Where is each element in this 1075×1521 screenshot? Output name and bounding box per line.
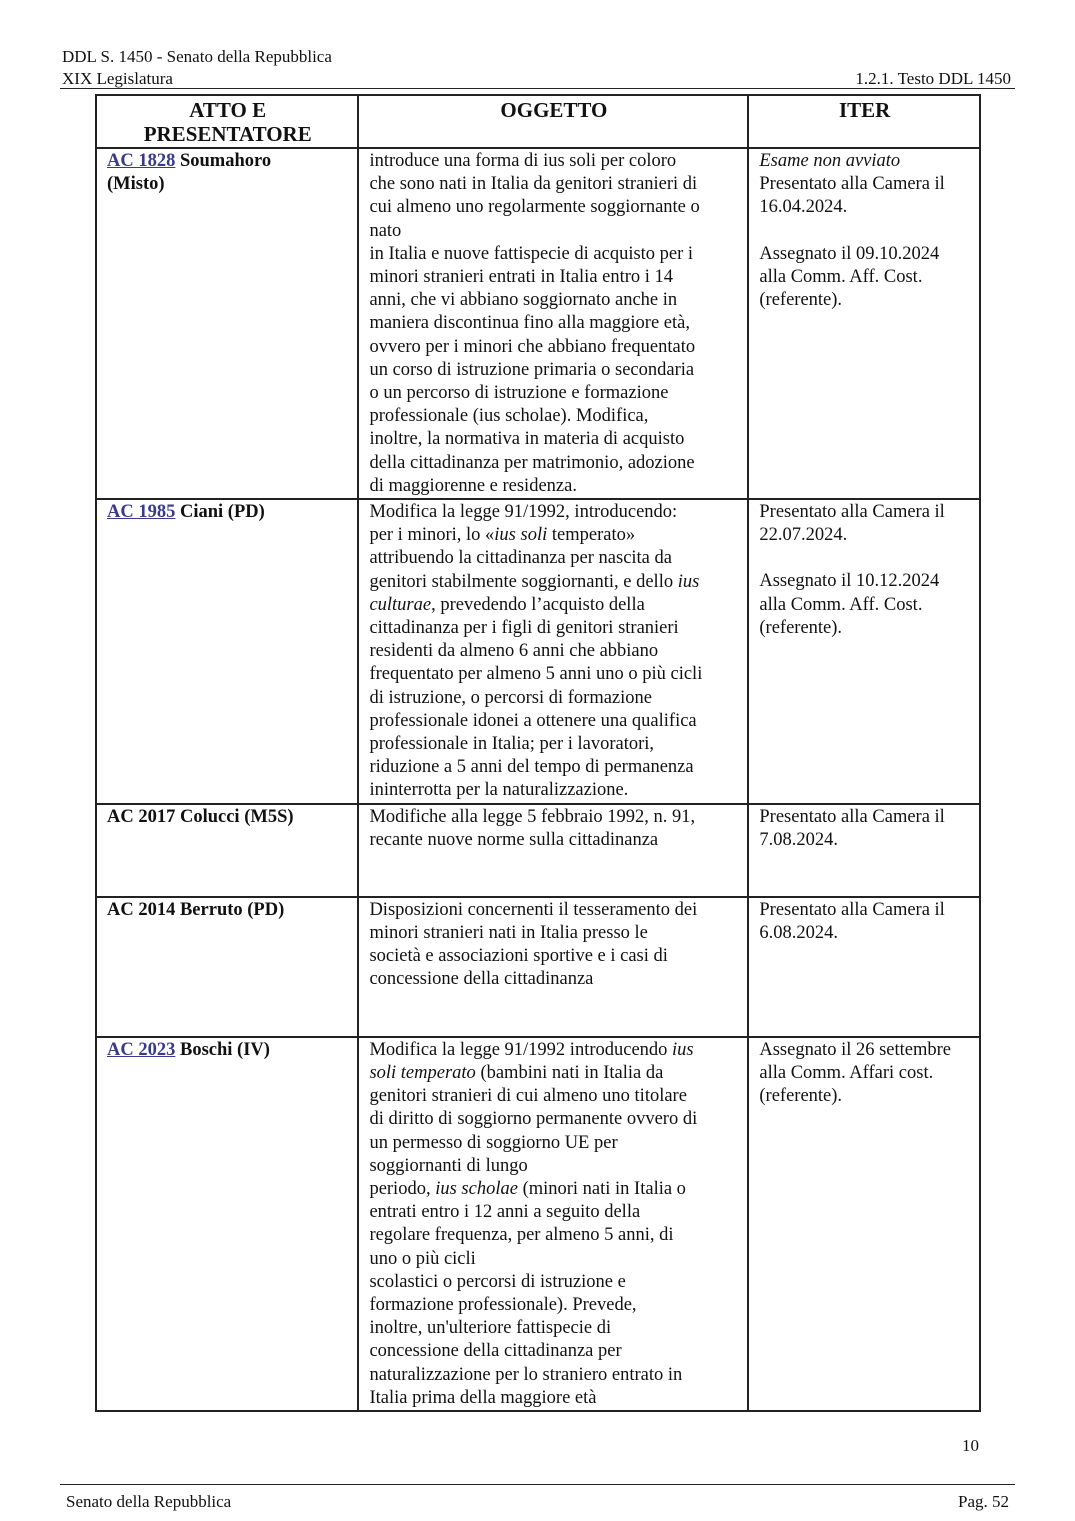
presenter: Boschi (IV) <box>175 1039 270 1060</box>
text-line: professionale in Italia; per i lavoratori, <box>369 734 655 755</box>
spacer <box>759 547 970 570</box>
iter-cell <box>748 499 980 804</box>
bills-table <box>95 94 981 1412</box>
iter-line: alla Comm. Aff. Cost. <box>759 594 923 615</box>
text-line: in Italia e nuove fattispecie di acquisto per i <box>369 243 694 264</box>
text-line: Modifiche alla legge 5 febbraio 1992, n. 91, <box>369 806 696 827</box>
text-line: Italia prima della maggiore età <box>369 1387 597 1408</box>
page-header-left <box>62 46 332 90</box>
text-line: concessione della cittadinanza per <box>369 1341 622 1362</box>
text-line: ovvero per i minori che abbiano frequentato <box>369 336 696 357</box>
iter-line: alla Comm. Affari cost. <box>759 1062 934 1083</box>
oggetto-cell <box>358 148 748 499</box>
text-line: concessione della cittadinanza <box>369 969 594 990</box>
iter-line: (referente). <box>759 1086 843 1107</box>
text-line: di istruzione, o percorsi di formazione <box>369 687 652 708</box>
text-line: della cittadinanza per matrimonio, adozione <box>369 452 695 473</box>
iter-line: 7.08.2024. <box>759 829 838 850</box>
table-row <box>96 804 980 897</box>
text-line: residenti da almeno 6 anni che abbiano <box>369 641 659 662</box>
iter-cell <box>748 804 980 897</box>
iter-line: 22.07.2024. <box>759 525 848 546</box>
oggetto-cell <box>358 1037 748 1411</box>
atto-cell <box>96 1037 358 1411</box>
text-line: anni, che vi abbiano soggiornato anche in <box>369 290 678 311</box>
text-line: di maggiorenne e residenza. <box>369 475 577 496</box>
text-line: Modifica la legge 91/1992 introducendo ius <box>369 1039 694 1060</box>
text-line: introduce una forma di ius soli per coloro <box>369 151 677 171</box>
iter-line: Presentato alla Camera il <box>759 502 945 523</box>
atto-cell <box>96 499 358 804</box>
header-iter: ITER <box>748 95 980 148</box>
header-atto <box>96 95 358 148</box>
party: (Misto) <box>107 174 165 195</box>
header-atto-line2: PRESENTATORE <box>143 122 312 146</box>
text-line: nato <box>369 220 402 241</box>
text-line: regolare frequenza, per almeno 5 anni, di <box>369 1225 674 1246</box>
spacer <box>759 220 970 243</box>
oggetto-cell <box>358 499 748 804</box>
iter-line: (referente). <box>759 290 843 311</box>
text-line: maniera discontinua fino alla maggiore età, <box>369 313 690 334</box>
atto-cell <box>96 148 358 499</box>
text-line: un corso di istruzione primaria o secondaria <box>369 359 695 380</box>
text-line: entrati entro i 12 anni a seguito della <box>369 1202 641 1223</box>
iter-line: alla Comm. Aff. Cost. <box>759 266 923 287</box>
section-title: 1.2.1. Testo DDL 1450 <box>855 69 1011 88</box>
text-line: genitori stranieri di cui almeno uno titolare <box>369 1086 687 1107</box>
iter-cell <box>748 897 980 1037</box>
text-line: minori stranieri entrati in Italia entro i 14 <box>369 267 674 288</box>
text-line: scolastici o percorsi di istruzione e <box>369 1271 626 1292</box>
text-line: professionale (ius scholae). Modifica, <box>369 406 649 427</box>
table-row <box>96 1037 980 1411</box>
text-line: professionale idonei a ottenere una qualifica <box>369 710 697 731</box>
header-divider <box>60 88 1015 89</box>
header-atto-line1: ATTO E <box>189 98 267 122</box>
iter-line: Assegnato il 26 settembre <box>759 1039 952 1060</box>
text-line: inoltre, la normativa in materia di acquisto <box>369 429 685 450</box>
legislature: XIX Legislatura <box>62 69 173 88</box>
presenter: Soumahoro <box>175 151 272 171</box>
oggetto-cell <box>358 804 748 897</box>
text-line: di diritto di soggiorno permanente ovvero di <box>369 1109 698 1130</box>
bill-link[interactable]: AC 2023 <box>107 1039 176 1060</box>
text-line: cui almeno uno regolarmente soggiornante o <box>369 197 700 218</box>
iter-line: (referente). <box>759 617 843 638</box>
text-line: che sono nati in Italia da genitori stranieri di <box>369 174 698 195</box>
text-line: per i minori, lo «ius soli temperato» <box>369 525 636 546</box>
iter-line: Presentato alla Camera il <box>759 806 945 827</box>
footer-left: Senato della Repubblica <box>66 1492 232 1511</box>
text-line: un permesso di soggiorno UE per <box>369 1132 618 1153</box>
text-line: Modifica la legge 91/1992, introducendo: <box>369 502 678 523</box>
text-line: frequentato per almeno 5 anni uno o più cicli <box>369 664 703 685</box>
text-line: attribuendo la cittadinanza per nascita da <box>369 548 672 569</box>
text-line: soli temperato (bambini nati in Italia da <box>369 1062 664 1083</box>
iter-line: 6.08.2024. <box>759 922 838 943</box>
text-line: uno o più cicli <box>369 1248 476 1269</box>
iter-line: Presentato alla Camera il <box>759 899 945 920</box>
text-line: naturalizzazione per lo straniero entrato in <box>369 1364 683 1385</box>
text-line: culturae, prevedendo l’acquisto della <box>369 594 645 615</box>
footer-divider <box>60 1484 1015 1485</box>
bill-link[interactable]: AC 1985 <box>107 502 176 523</box>
header-oggetto: OGGETTO <box>358 95 748 148</box>
text-line: inoltre, un'ulteriore fattispecie di <box>369 1318 612 1339</box>
iter-cell <box>748 148 980 499</box>
text-line: cittadinanza per i figli di genitori stranieri <box>369 618 679 639</box>
iter-line: 16.04.2024. <box>759 197 848 218</box>
table-row <box>96 148 980 499</box>
text-line: riduzione a 5 anni del tempo di permanenza <box>369 757 694 778</box>
text-line: formazione professionale). Prevede, <box>369 1294 637 1315</box>
atto-cell: AC 2014 Berruto (PD) <box>96 897 358 1037</box>
iter-status: Esame non avviato <box>759 151 901 171</box>
atto-cell: AC 2017 Colucci (M5S) <box>96 804 358 897</box>
text-line: periodo, ius scholae (minori nati in Italia o <box>369 1178 686 1199</box>
table-header-row <box>96 95 980 148</box>
bill-link[interactable]: AC 1828 <box>107 151 176 171</box>
iter-line: Presentato alla Camera il <box>759 174 945 195</box>
iter-cell <box>748 1037 980 1411</box>
table-row <box>96 499 980 804</box>
text-line: soggiornanti di lungo <box>369 1155 528 1176</box>
text-line: Disposizioni concernenti il tesseramento dei <box>369 899 698 920</box>
text-line: o un percorso di istruzione e formazione <box>369 383 669 404</box>
iter-line: Assegnato il 10.12.2024 <box>759 571 940 592</box>
text-line: società e associazioni sportive e i casi di <box>369 946 668 967</box>
footer-page: Pag. 52 <box>958 1492 1009 1511</box>
text-line: minori stranieri nati in Italia presso le <box>369 922 648 943</box>
text-line: recante nuove norme sulla cittadinanza <box>369 829 659 850</box>
oggetto-cell <box>358 897 748 1037</box>
text-line: genitori stabilmente soggiornanti, e dello ius <box>369 571 700 592</box>
iter-line: Assegnato il 09.10.2024 <box>759 243 940 264</box>
text-line: ininterrotta per la naturalizzazione. <box>369 780 629 801</box>
inner-page-number: 10 <box>962 1436 979 1455</box>
doc-reference: DDL S. 1450 - Senato della Repubblica <box>62 47 332 66</box>
presenter: Ciani (PD) <box>175 502 265 523</box>
table-row <box>96 897 980 1037</box>
